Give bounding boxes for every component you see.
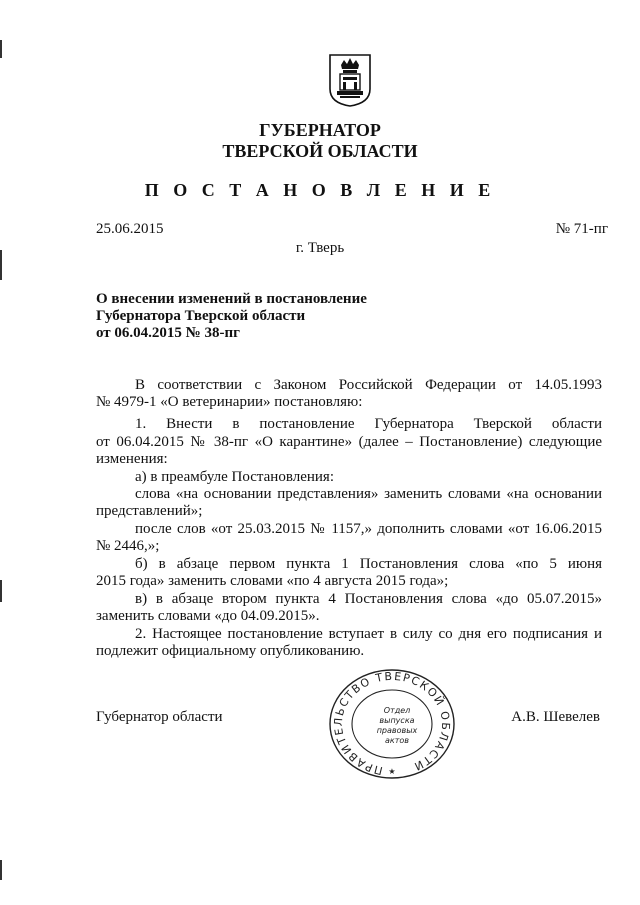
body-line: б) в абзаце первом пункта 1 Постановления слова «по 5 июня [135, 556, 602, 572]
body-line: изменения: [96, 451, 168, 467]
authority-title-line1: ГУБЕРНАТОР [259, 120, 381, 140]
stamp-center-line: Отдел [383, 706, 411, 715]
stamp-ring-text: ПРАВИТЕЛЬСТВО ТВЕРСКОЙ ОБЛАСТИ [331, 669, 453, 778]
body-line: подлежит официальному опубликованию. [96, 643, 365, 659]
document-city: г. Тверь [295, 240, 345, 256]
scan-edge-mark [0, 40, 2, 58]
body-line: 2. Настоящее постановление вступает в силу со дня его подписания и [135, 626, 602, 642]
document-subject [96, 291, 367, 342]
stamp-center-line: правовых [376, 726, 418, 735]
body-line: в) в абзаце втором пункта 4 Постановления слова «до 05.07.2015» [135, 591, 602, 607]
body-line: 2015 года» заменить словами «по 4 августа 2015 года»; [96, 573, 449, 589]
document-number: № 71-пг [555, 221, 608, 237]
document-date: 25.06.2015 [96, 221, 164, 237]
body-line: после слов «от 25.03.2015 № 1157,» дополнить словами «от 16.06.2015 [135, 521, 602, 537]
stamp-center-line: актов [384, 736, 409, 745]
body-line: от 06.04.2015 № 38-пг «О карантине» (далее – Постановление) следующие [96, 434, 602, 450]
svg-text:★: ★ [388, 767, 396, 776]
body-line: № 4979-1 «О ветеринарии» постановляю: [96, 394, 363, 410]
body-line: В соответствии с Законом Российской Федерации от 14.05.1993 [135, 377, 602, 393]
document-type-title: П О С Т А Н О В Л Е Н И Е [144, 180, 496, 200]
subject-line: от 06.04.2015 № 38-пг [96, 325, 240, 341]
stamp-center-text [362, 706, 432, 746]
body-line: № 2446,»; [96, 538, 160, 554]
signatory-position: Губернатор области [96, 709, 223, 725]
body-line: а) в преамбуле Постановления: [135, 469, 334, 485]
body-line: заменить словами «до 04.09.2015». [96, 608, 320, 624]
body-line: представлений»; [96, 503, 203, 519]
subject-line: О внесении изменений в постановление [96, 291, 367, 307]
body-line: слова «на основании представления» заменить словами «на основании [135, 486, 602, 502]
subject-line: Губернатора Тверской области [96, 308, 306, 324]
scan-edge-mark [0, 860, 2, 880]
authority-title-line2: ТВЕРСКОЙ ОБЛАСТИ [222, 141, 418, 161]
scan-edge-mark [0, 580, 2, 602]
stamp-center-line: выпуска [379, 716, 415, 725]
signatory-name: А.В. Шевелев [511, 709, 600, 725]
body-line: 1. Внести в постановление Губернатора Тверской области [135, 416, 602, 432]
coat-of-arms-emblem [328, 53, 372, 107]
